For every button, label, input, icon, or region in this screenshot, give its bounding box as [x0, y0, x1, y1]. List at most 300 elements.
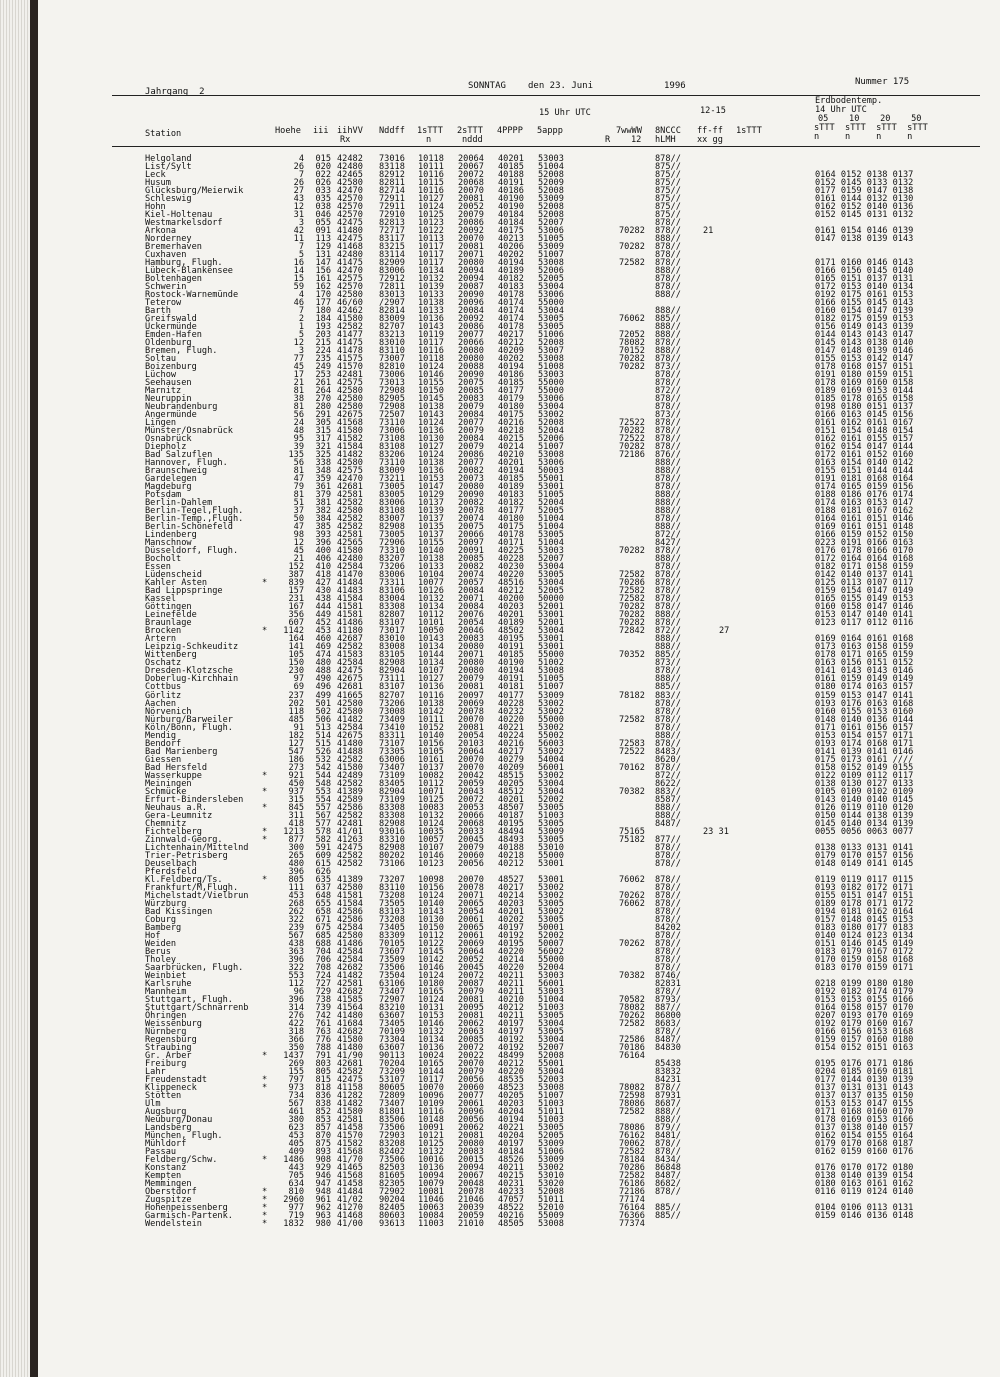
cell-soil: 0147 0138 0139 0143: [815, 234, 914, 245]
col-1sttt: 1sTTT: [417, 126, 443, 136]
cell-appp: 55000: [538, 650, 564, 661]
cell-soil: 0173 0163 0158 0159: [815, 642, 914, 653]
cell-station-name: Landsberg: [145, 1122, 192, 1133]
col-12: 12: [631, 135, 642, 145]
cell-www: 70162: [619, 762, 645, 773]
cell-nddff: 72811: [379, 282, 405, 293]
cell-www: 76366: [619, 1210, 645, 1221]
cell-pppp: 40214: [498, 442, 524, 453]
cell-soil: 0160 0158 0147 0146: [815, 602, 914, 613]
cell-iii: 738: [315, 994, 331, 1005]
cell-soil: 0163 0154 0140 0142: [815, 458, 914, 469]
cell-hoehe: 51: [293, 498, 304, 509]
cell-pppp: 48493: [498, 834, 524, 845]
cell-appp: 53002: [538, 722, 564, 733]
cell-soil: 0151 0154 0148 0154: [815, 426, 914, 437]
cell-ttt1: 10118: [418, 354, 444, 365]
cell-iii: 022: [315, 170, 331, 180]
cell-ttt1: 10112: [418, 778, 444, 789]
cell-pppp: 40182: [498, 274, 524, 285]
cell-cloud: 878//: [655, 274, 681, 285]
cell-ttt1: 10137: [418, 514, 444, 525]
cell-iii: 379: [315, 490, 331, 501]
cell-appp: 53008: [538, 258, 564, 269]
cell-soil: 0152 0145 0131 0132: [815, 210, 914, 221]
cell-ttt1: 10143: [418, 906, 444, 917]
cell-hoehe: 50: [293, 514, 304, 525]
cell-pppp: 40202: [498, 914, 524, 925]
cell-station-name: Bad Marienberg: [145, 746, 218, 757]
cell-iii: 261: [315, 378, 331, 389]
cell-cloud: 8622/: [655, 778, 681, 789]
cell-ttt1: 10024: [418, 1050, 444, 1061]
cell-station-name: Seehausen: [145, 378, 192, 389]
cell-cloud: 888//: [655, 506, 681, 517]
cell-iihvv: 41470: [337, 570, 363, 581]
cell-nddff: 73007: [379, 354, 405, 365]
cell-nddff: 83206: [379, 450, 405, 461]
cell-appp: 52004: [538, 498, 564, 509]
cell-appp: 53006: [538, 226, 564, 237]
cell-pppp: 40194: [498, 1114, 524, 1125]
cell-iihvv: 42481: [337, 818, 363, 829]
cell-pppp: 40228: [498, 554, 524, 565]
cell-cloud: 888//: [655, 490, 681, 501]
cell-pppp: 40195: [498, 818, 524, 829]
cell-ttt1: 10138: [418, 402, 444, 413]
cell-ttt1: 11046: [418, 1194, 444, 1205]
cell-cloud: 878//: [655, 546, 681, 557]
cell-iii: 488: [315, 666, 331, 677]
cell-appp: 52006: [538, 266, 564, 277]
cell-station-name: Mühldorf: [145, 1138, 187, 1149]
cell-cloud: 878//: [655, 570, 681, 581]
cell-iihvv: 42580: [337, 930, 363, 941]
cell-hoehe: 553: [288, 970, 304, 981]
cell-appp: 51011: [538, 1194, 564, 1205]
cell-hoehe: 921: [288, 770, 304, 781]
cell-pppp: 40182: [498, 498, 524, 509]
cell-iihvv: 42475: [337, 218, 363, 229]
cell-ttt2: 20070: [458, 762, 484, 773]
cell-ff: 21: [703, 226, 714, 237]
cell-nddff: 70109: [379, 1026, 405, 1037]
cell-soil: 0105 0109 0102 0109: [815, 786, 914, 797]
cell-iihvv: 41468: [337, 242, 363, 253]
cell-ttt1: 10131: [418, 1002, 444, 1013]
cell-ttt2: 20083: [458, 394, 484, 405]
cell-hoehe: 7: [298, 170, 304, 180]
cell-cloud: 878//: [655, 442, 681, 453]
cell-ttt1: 10115: [418, 178, 444, 189]
cell-hoehe: 276: [288, 1010, 304, 1021]
cell-ttt2: 20070: [458, 186, 484, 197]
cell-appp: 53006: [538, 458, 564, 469]
cell-hoehe: 409: [288, 1146, 304, 1157]
cell-iihvv: 42582: [337, 1066, 363, 1077]
cell-ttt2: 20078: [458, 706, 484, 717]
cell-cloud: 885//: [655, 1210, 681, 1221]
cell-station-name: Michelstadt/Vielbrun: [145, 890, 249, 901]
cell-nddff: 63006: [379, 754, 405, 765]
cell-iihvv: 41580: [337, 1034, 363, 1045]
cell-nddff: 73211: [379, 474, 405, 485]
cell-iii: 635: [315, 874, 331, 885]
cell-soil: 0143 0140 0140 0145: [815, 794, 914, 805]
cell-ttt1: 10147: [418, 482, 444, 493]
cell-station-name: Aachen: [145, 698, 177, 709]
cell-hoehe: 69: [293, 682, 304, 693]
cell-pppp: 40212: [498, 338, 524, 349]
cell-cloud: 875//: [655, 202, 681, 213]
cell-station-name: Doberlug-Kirchhain: [145, 674, 239, 685]
cell-pppp: 40195: [498, 634, 524, 645]
cell-nddff: 83004: [379, 594, 405, 605]
cell-hoehe: 396: [288, 866, 304, 877]
cell-appp: 55001: [538, 474, 564, 485]
cell-cloud: 875//: [655, 170, 681, 180]
cell-appp: 53001: [538, 858, 564, 869]
cell-cloud: 878//: [655, 722, 681, 733]
cell-iii: 706: [315, 954, 331, 965]
cell-nddff: 83309: [379, 930, 405, 941]
cell-iii: 852: [315, 1106, 331, 1117]
cell-hoehe: 31: [293, 210, 304, 221]
cell-iii: 929: [315, 1162, 331, 1173]
cell-pppp: 40192: [498, 1034, 524, 1045]
cell-cloud: 888//: [655, 306, 681, 317]
cell-ttt1: 10136: [418, 682, 444, 693]
cell-nddff: 81801: [379, 1106, 405, 1117]
cell-ttt2: 20042: [458, 770, 484, 781]
cell-appp: 53004: [538, 626, 564, 637]
cell-hoehe: 1437: [283, 1050, 304, 1061]
cell-ttt1: 10082: [418, 770, 444, 781]
cell-iihvv: 42581: [337, 1114, 363, 1125]
cell-hoehe: 387: [288, 570, 304, 581]
cell-soil: 0185 0178 0165 0158: [815, 394, 914, 405]
cell-station-name: Lahr: [145, 1066, 166, 1077]
cell-appp: 53003: [538, 370, 564, 381]
cell-station-name: Wasserkuppe: [145, 770, 202, 781]
cell-soil: 0123 0117 0112 0116: [815, 618, 914, 629]
cell-cloud: 878//: [655, 738, 681, 749]
cell-cloud: 872//: [655, 386, 681, 397]
cell-soil: 0207 0193 0170 0169: [815, 1010, 914, 1021]
cell-hoehe: 98: [293, 530, 304, 541]
cell-station-name: Nürnberg: [145, 1026, 187, 1037]
cell-hoehe: 396: [288, 994, 304, 1005]
cell-hoehe: 135: [288, 450, 304, 461]
cell-soil: 0172 0164 0164 0168: [815, 554, 914, 565]
cell-ff: 23 31: [703, 826, 729, 837]
cell-cloud: 878//: [655, 378, 681, 389]
cell-pppp: 40178: [498, 322, 524, 333]
cell-cloud: 873//: [655, 410, 681, 421]
cell-ttt1: 10153: [418, 1010, 444, 1021]
cell-iii: 815: [315, 1074, 331, 1085]
cell-soil: 0189 0178 0171 0172: [815, 898, 914, 909]
cell-station-name: Zinnwald-Georg.: [145, 834, 223, 845]
cell-appp: 52007: [538, 554, 564, 565]
cell-iii: 548: [315, 778, 331, 789]
cell-nddff: 83006: [379, 570, 405, 581]
cell-nddff: 73504: [379, 970, 405, 981]
mountain-station-mark: *: [262, 826, 268, 837]
cell-iii: 264: [315, 386, 331, 397]
cell-soil: 0160 0154 0147 0139: [815, 306, 914, 317]
cell-cloud: 878//: [655, 474, 681, 485]
cell-pppp: 40220: [498, 570, 524, 581]
cell-station-name: Boltenhagen: [145, 274, 202, 285]
cell-pppp: 40221: [498, 722, 524, 733]
cell-appp: 53005: [538, 570, 564, 581]
cell-iii: 224: [315, 346, 331, 357]
cell-iii: 055: [315, 218, 331, 229]
cell-ttt1: 10124: [418, 890, 444, 901]
cell-appp: 53004: [538, 306, 564, 317]
cell-cloud: 84231: [655, 1074, 681, 1085]
cell-soil: 0145 0143 0138 0140: [815, 338, 914, 349]
cell-soil: 0182 0175 0159 0153: [815, 314, 914, 325]
cell-iihvv: 41389: [337, 786, 363, 797]
cell-station-name: Augsburg: [145, 1106, 187, 1117]
cell-hoehe: 1832: [283, 1218, 304, 1229]
cell-nddff: 73005: [379, 482, 405, 493]
cell-ttt1: 10125: [418, 210, 444, 221]
cell-hoehe: 167: [288, 602, 304, 613]
cell-pppp: 40183: [498, 282, 524, 293]
cell-station-name: Gardelegen: [145, 474, 197, 485]
cell-soil: 0166 0163 0145 0156: [815, 410, 914, 421]
cell-ttt2: 20059: [458, 778, 484, 789]
cell-nddff: 82908: [379, 842, 405, 853]
cell-hoehe: 157: [288, 586, 304, 597]
cell-iii: 870: [315, 1130, 331, 1141]
cell-iihvv: 42575: [337, 274, 363, 285]
cell-station-name: Marnitz: [145, 386, 182, 397]
cell-hoehe: 47: [293, 522, 304, 533]
cell-ttt1: 10113: [418, 234, 444, 245]
cell-pppp: 40192: [498, 930, 524, 941]
cell-iii: 724: [315, 970, 331, 981]
cell-hoehe: 48: [293, 426, 304, 437]
cell-iihvv: 41482: [337, 1098, 363, 1109]
cell-iihvv: 42580: [337, 402, 363, 413]
cell-soil: 0193 0174 0168 0171: [815, 738, 914, 749]
cell-pppp: 40220: [498, 962, 524, 973]
cell-iihvv: 41482: [337, 450, 363, 461]
cell-cloud: 888//: [655, 802, 681, 813]
cell-station-name: Oldenburg: [145, 338, 192, 349]
cell-nddff: 93613: [379, 1218, 405, 1229]
cell-hoehe: 450: [288, 778, 304, 789]
cell-appp: 52003: [538, 1074, 564, 1085]
cell-hoehe: 380: [288, 1114, 304, 1125]
cell-station-name: Kassel: [145, 594, 177, 605]
cell-hoehe: 322: [288, 962, 304, 973]
mountain-station-mark: *: [262, 1218, 268, 1229]
cell-www: 70262: [619, 938, 645, 949]
cell-iihvv: 42582: [337, 514, 363, 525]
cell-soil: 0141 0139 0141 0146: [815, 746, 914, 757]
cell-hoehe: 150: [288, 658, 304, 669]
cell-appp: 53002: [538, 1162, 564, 1173]
cell-appp: 55009: [538, 1210, 564, 1221]
cell-ttt1: 10116: [418, 346, 444, 357]
depth-label: 05 10 20 50: [818, 114, 922, 124]
cell-nddff: 83310: [379, 834, 405, 845]
cell-pppp: 48494: [498, 826, 524, 837]
cell-www: 77374: [619, 1218, 645, 1229]
cell-station-name: Bad Hersfeld: [145, 762, 208, 773]
cell-iihvv: 42580: [337, 386, 363, 397]
cell-iii: 180: [315, 306, 331, 317]
cell-station-name: Leck: [145, 170, 166, 180]
cell-hoehe: 318: [288, 1026, 304, 1037]
cell-nddff: 90204: [379, 1194, 405, 1205]
cell-iihvv: 41575: [337, 354, 363, 365]
cell-ttt2: 20054: [458, 906, 484, 917]
cell-iii: 544: [315, 770, 331, 781]
cell-iii: 980: [315, 1218, 331, 1229]
cell-appp: 52008: [538, 338, 564, 349]
cell-station-name: Frankfurt/M,Flugh.: [145, 882, 239, 893]
cell-appp: 56001: [538, 978, 564, 989]
cell-ttt2: 20085: [458, 386, 484, 397]
cell-iii: 708: [315, 962, 331, 973]
cell-nddff: 73208: [379, 890, 405, 901]
cell-ttt2: 21046: [458, 1194, 484, 1205]
cell-ttt1: 10156: [418, 738, 444, 749]
cell-station-name: Hohn: [145, 202, 166, 213]
cell-nddff: 72902: [379, 1186, 405, 1197]
cell-station-name: Göttingen: [145, 602, 192, 613]
cell-cloud: 875//: [655, 178, 681, 189]
cell-iii: 317: [315, 434, 331, 445]
cell-pppp: 40184: [498, 218, 524, 229]
cell-www: 72186: [619, 1186, 645, 1197]
cell-www: 72583: [619, 738, 645, 749]
cell-hoehe: 91: [293, 722, 304, 733]
cell-hoehe: 405: [288, 1138, 304, 1149]
cell-iii: 948: [315, 1186, 331, 1197]
cell-ttt1: 10146: [418, 370, 444, 381]
cell-station-name: Magdeburg: [145, 482, 192, 493]
cell-soil: 0180 0174 0163 0157: [815, 682, 914, 693]
cell-soil: 0183 0180 0177 0183: [815, 922, 914, 933]
cell-nddff: 83308: [379, 802, 405, 813]
cell-cloud: 885//: [655, 314, 681, 325]
cell-soil: 0158 0152 0149 0155: [815, 762, 914, 773]
cell-appp: 53005: [538, 1010, 564, 1021]
cell-iii: 162: [315, 282, 331, 293]
cell-www: 70262: [619, 890, 645, 901]
cell-ttt1: 10063: [418, 1202, 444, 1213]
cell-appp: 52007: [538, 1042, 564, 1053]
cell-appp: 51004: [538, 162, 564, 172]
cell-www: 76062: [619, 874, 645, 885]
range-label: 12-15: [700, 106, 726, 116]
cell-nddff: 73209: [379, 1066, 405, 1077]
cell-iii: 033: [315, 186, 331, 197]
cell-appp: 51006: [538, 330, 564, 341]
cell-hoehe: 59: [293, 282, 304, 293]
cell-soil: 0193 0176 0163 0168: [815, 698, 914, 709]
cell-pppp: 40212: [498, 1002, 524, 1013]
cell-iii: 270: [315, 394, 331, 405]
day: SONNTAG: [468, 81, 506, 91]
cell-ttt2: 21010: [458, 1218, 484, 1229]
cell-iihvv: 42475: [337, 234, 363, 245]
mountain-station-mark: *: [262, 1050, 268, 1061]
cell-soil: 0176 0178 0166 0170: [815, 546, 914, 557]
cell-ttt1: 10165: [418, 986, 444, 997]
cell-iii: 963: [315, 1210, 331, 1221]
cell-cloud: 878//: [655, 434, 681, 445]
cell-iii: 542: [315, 762, 331, 773]
cell-soil: 0157 0148 0145 0153: [815, 914, 914, 925]
cell-soil: 0137 0137 0135 0150: [815, 1090, 914, 1101]
cell-hoehe: 634: [288, 1178, 304, 1189]
cell-hoehe: 422: [288, 1018, 304, 1029]
cell-iihvv: 41568: [337, 1170, 363, 1181]
cell-iii: 557: [315, 802, 331, 813]
cell-ttt1: 10117: [418, 258, 444, 269]
cell-ttt2: 20078: [458, 882, 484, 893]
cell-cloud: 878//: [655, 914, 681, 925]
cell-soil: 0162 0159 0160 0176: [815, 1146, 914, 1157]
cell-nddff: 83107: [379, 618, 405, 629]
cell-ttt2: 20079: [458, 210, 484, 221]
cell-soil: 0159 0153 0147 0141: [815, 690, 914, 701]
cell-nddff: 73106: [379, 858, 405, 869]
cell-station-name: Würzburg: [145, 898, 187, 909]
cell-ttt1: 10112: [418, 930, 444, 941]
cell-ttt2: 20056: [458, 858, 484, 869]
cell-nddff: 83007: [379, 514, 405, 525]
cell-pppp: 40180: [498, 514, 524, 525]
cell-ttt1: 10132: [418, 1146, 444, 1157]
cell-ttt2: 20094: [458, 266, 484, 277]
cell-ttt1: 10161: [418, 754, 444, 765]
cell-hoehe: 937: [288, 786, 304, 797]
col-soil-n: n n n n: [814, 132, 913, 142]
cell-iihvv: 41568: [337, 1146, 363, 1157]
cell-cloud: 878//: [655, 858, 681, 869]
cell-ttt2: 20077: [458, 418, 484, 429]
cell-www: 70286: [619, 1162, 645, 1173]
cell-soil: 0204 0185 0169 0181: [815, 1066, 914, 1077]
cell-iihvv: 42470: [337, 266, 363, 277]
cell-hoehe: 164: [288, 634, 304, 645]
cell-pppp: 40213: [498, 234, 524, 245]
cell-appp: 51007: [538, 682, 564, 693]
cell-ttt2: 20072: [458, 794, 484, 805]
cell-station-name: Bremerhaven: [145, 242, 202, 253]
cell-hoehe: 4: [298, 154, 304, 164]
cell-cloud: 8683/: [655, 1018, 681, 1029]
cell-hoehe: 12: [293, 338, 304, 349]
cell-soil: 0171 0160 0146 0143: [815, 258, 914, 269]
cell-iii: 469: [315, 642, 331, 653]
cell-soil: 0163 0156 0151 0152: [815, 658, 914, 669]
cell-appp: 52010: [538, 1202, 564, 1213]
cell-www: 72582: [619, 570, 645, 581]
cell-cloud: 8487/: [655, 1170, 681, 1181]
cell-station-name: Gr. Arber: [145, 1050, 192, 1061]
cell-appp: 52008: [538, 170, 564, 180]
